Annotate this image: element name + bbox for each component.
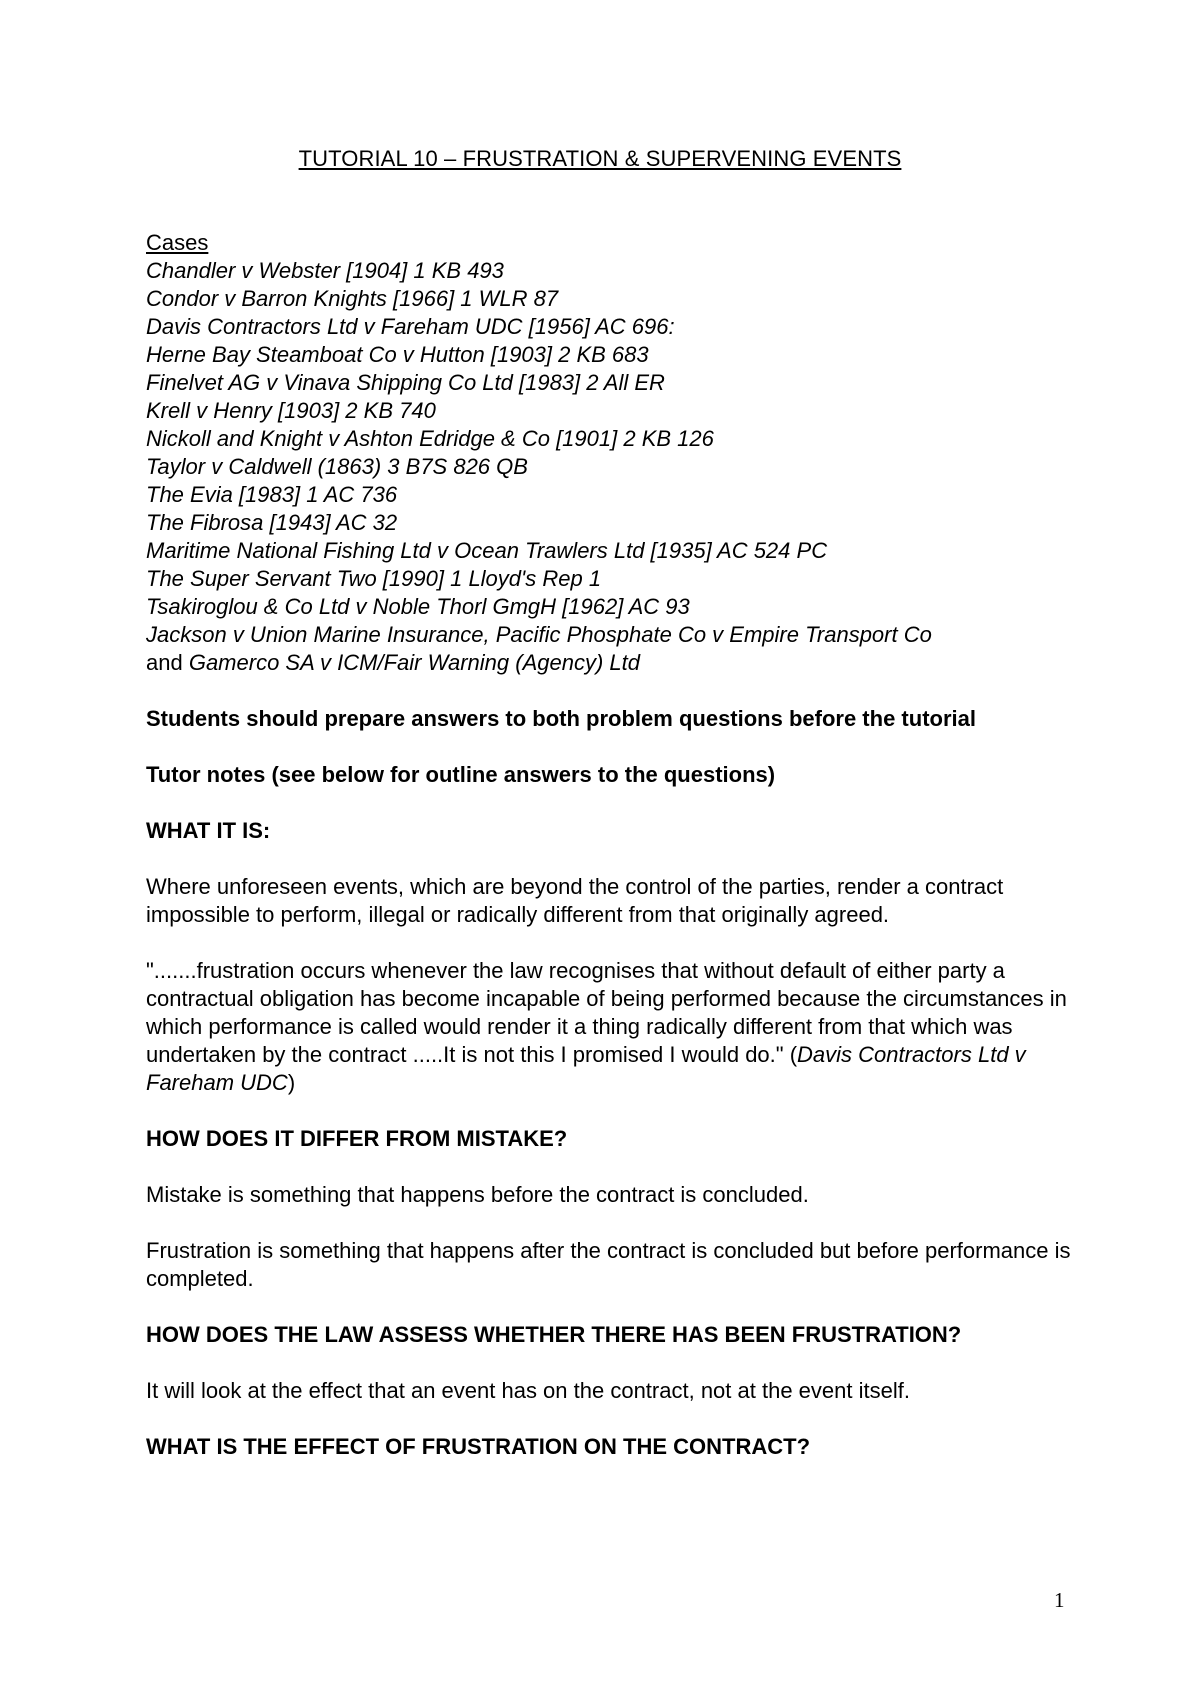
quote-close: ) [287,1070,296,1095]
what-it-is-heading: WHAT IT IS: [146,818,271,843]
case-item: The Fibrosa [1943] AC 32 [146,510,398,535]
frustration-quote [146,957,1076,1097]
students-note: Students should prepare answers to both problem questions before the tutorial [146,706,976,731]
case-item: Krell v Henry [1903] 2 KB 740 [146,398,436,423]
case-item: The Super Servant Two [1990] 1 Lloyd's Rep 1 [146,566,602,591]
frustration-text: Frustration is something that happens after the contract is concluded but before performance is completed. [146,1238,1071,1291]
case-prefix: and [146,650,189,675]
differ-heading: HOW DOES IT DIFFER FROM MISTAKE? [146,1126,568,1151]
quote-text: ".......frustration occurs whenever the law recognises that without default of either party a contractual obligation has become incapable of being performed because the circumstances in which performance is called would render it a thing radically different from that which was undertaken by the contract .....It is not this I promised I would do." ( [146,958,1067,1067]
case-item: Finelvet AG v Vinava Shipping Co Ltd [1983] 2 All ER [146,370,665,395]
effect-heading: WHAT IS THE EFFECT OF FRUSTRATION ON THE CONTRACT? [146,1434,811,1459]
case-item: Condor v Barron Knights [1966] 1 WLR 87 [146,286,559,311]
case-item-last [146,649,1076,677]
document-body [146,229,1076,1461]
cases-heading: Cases [146,230,209,255]
tutor-notes: Tutor notes (see below for outline answers to the questions) [146,762,776,787]
case-item: Chandler v Webster [1904] 1 KB 493 [146,258,504,283]
quote-citation: Davis Contractors Ltd v Fareham UDC [146,1042,1026,1095]
what-it-is-text: Where unforeseen events, which are beyond the control of the parties, render a contract impossible to perform, illegal or radically different from that originally agreed. [146,874,1004,927]
assess-text: It will look at the effect that an event has on the contract, not at the event itself. [146,1378,910,1403]
cases-list [146,257,1076,677]
case-item: Tsakiroglou & Co Ltd v Noble Thorl GmgH [1962] AC 93 [146,594,690,619]
page-number: 1 [1054,1588,1065,1612]
page-title: TUTORIAL 10 – FRUSTRATION & SUPERVENING EVENTS [298,146,902,171]
mistake-text: Mistake is something that happens before the contract is concluded. [146,1182,809,1207]
case-item: Jackson v Union Marine Insurance, Pacific Phosphate Co v Empire Transport Co [146,622,932,647]
case-item: Maritime National Fishing Ltd v Ocean Trawlers Ltd [1935] AC 524 PC [146,538,828,563]
case-item: Herne Bay Steamboat Co v Hutton [1903] 2 KB 683 [146,342,649,367]
case-item: Taylor v Caldwell (1863) 3 B7S 826 QB [146,454,528,479]
case-item: Davis Contractors Ltd v Fareham UDC [1956] AC 696: [146,314,675,339]
case-item: The Evia [1983] 1 AC 736 [146,482,398,507]
assess-heading: HOW DOES THE LAW ASSESS WHETHER THERE HAS BEEN FRUSTRATION? [146,1322,962,1347]
case-name: Gamerco SA v ICM/Fair Warning (Agency) Ltd [188,650,640,675]
case-item: Nickoll and Knight v Ashton Edridge & Co [1901] 2 KB 126 [146,426,714,451]
